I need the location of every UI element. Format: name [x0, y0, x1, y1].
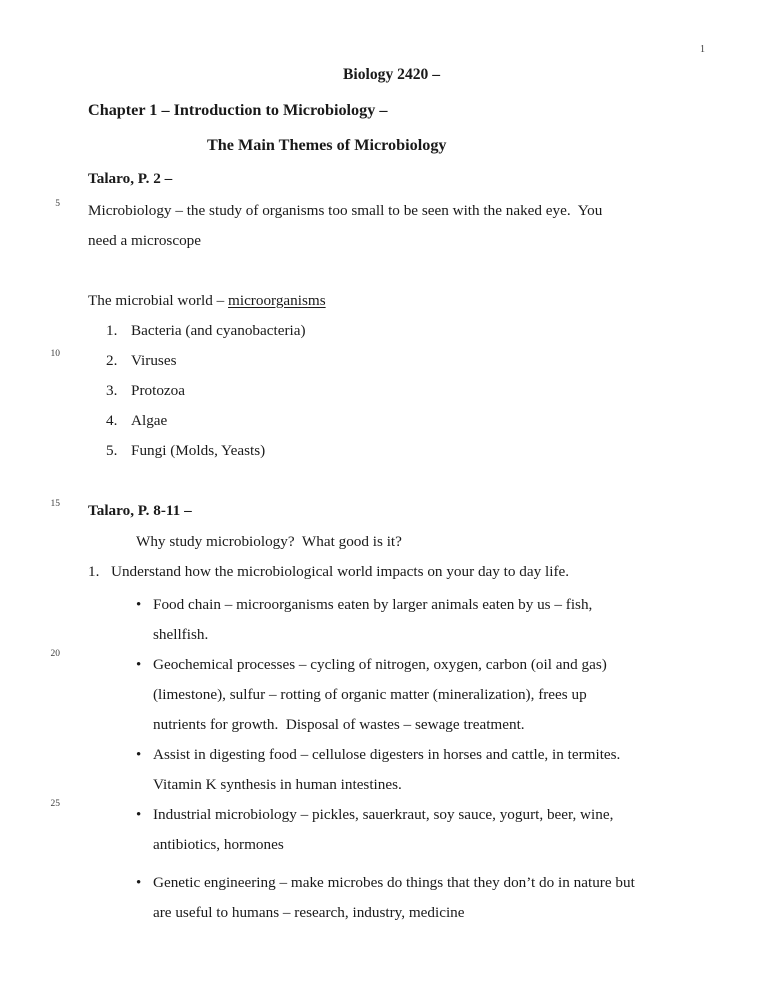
bullet-icon-genetic-engineering: • [136, 875, 142, 891]
bullet-industrial-line-2: antibiotics, hormones [153, 836, 284, 853]
microorganisms-term: microorganisms [228, 292, 326, 309]
list-item-label-2: Viruses [131, 352, 177, 369]
why-study-question: Why study microbiology? What good is it? [136, 533, 402, 550]
microbial-world-lead-prefix: The microbial world – [88, 292, 229, 309]
section-talaro-p2: Talaro, P. 2 – [88, 170, 173, 187]
list-item-number-3: 3. [106, 382, 118, 399]
bullet-digesting-food-line-1: Assist in digesting food – cellulose digesters in horses and cattle, in termites. [153, 746, 621, 763]
bullet-icon-industrial: • [136, 807, 142, 823]
understand-item-number: 1. [88, 563, 100, 580]
line-number-5: 5 [55, 199, 60, 209]
list-item-label-4: Algae [131, 412, 168, 429]
list-item-number-2: 2. [106, 352, 118, 369]
bullet-icon-food-chain: • [136, 597, 142, 613]
page-number: 1 [700, 44, 705, 55]
list-item-number-1: 1. [106, 322, 118, 339]
bullet-digesting-food-line-2: Vitamin K synthesis in human intestines. [153, 776, 402, 793]
section-talaro-p811: Talaro, P. 8-11 – [88, 502, 192, 519]
heading-course: Biology 2420 – [343, 66, 441, 83]
bullet-food-chain-line-2: shellfish. [153, 626, 209, 643]
list-item-number-4: 4. [106, 412, 118, 429]
heading-chapter: Chapter 1 – Introduction to Microbiology – [88, 101, 388, 119]
understand-item-text: Understand how the microbiological world impacts on your day to day life. [111, 563, 570, 580]
line-number-10: 10 [50, 349, 60, 359]
line-number-25: 25 [50, 799, 60, 809]
list-item-number-5: 5. [106, 442, 118, 459]
definition-line-2: need a microscope [88, 232, 202, 249]
bullet-food-chain-line-1: Food chain – microorganisms eaten by larger animals eaten by us – fish, [153, 596, 593, 613]
bullet-icon-geochemical: • [136, 657, 142, 673]
list-item-label-5: Fungi (Molds, Yeasts) [131, 442, 266, 459]
list-item-label-1: Bacteria (and cyanobacteria) [131, 322, 306, 339]
heading-subtitle: The Main Themes of Microbiology [207, 136, 447, 154]
bullet-geochemical-line-3: nutrients for growth. Disposal of wastes – sewage treatment. [153, 716, 525, 733]
bullet-geochemical-line-1: Geochemical processes – cycling of nitrogen, oxygen, carbon (oil and gas) [153, 656, 607, 673]
bullet-geochemical-line-2: (limestone), sulfur – rotting of organic matter (mineralization), frees up [153, 686, 587, 703]
line-number-gutter [0, 0, 80, 994]
bullet-icon-digesting-food: • [136, 747, 142, 763]
line-number-20: 20 [50, 649, 60, 659]
list-item-label-3: Protozoa [131, 382, 185, 399]
bullet-industrial-line-1: Industrial microbiology – pickles, sauerkraut, soy sauce, yogurt, beer, wine, [153, 806, 614, 823]
bullet-genetic-engineering-line-2: are useful to humans – research, industry, medicine [153, 904, 465, 921]
bullet-genetic-engineering-line-1: Genetic engineering – make microbes do things that they don’t do in nature but [153, 874, 635, 891]
microbial-world-lead [88, 286, 326, 316]
line-number-15: 15 [50, 499, 60, 509]
definition-line-1: Microbiology – the study of organisms too small to be seen with the naked eye. You [88, 202, 603, 219]
